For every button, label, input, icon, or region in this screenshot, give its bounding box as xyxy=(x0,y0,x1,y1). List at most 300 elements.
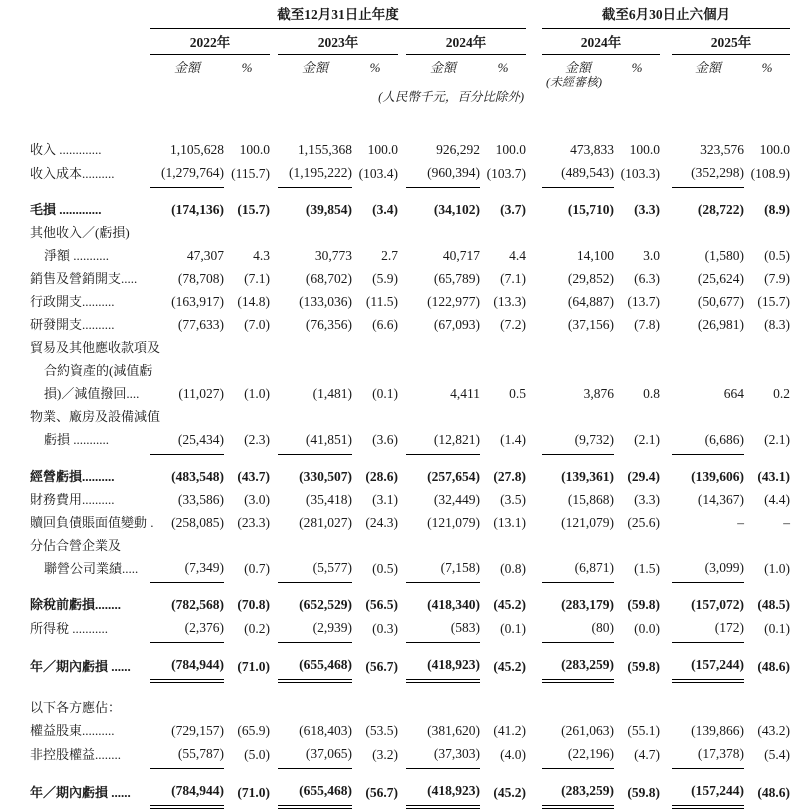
amount-cell: (5,577) xyxy=(278,534,352,583)
column-header-row xyxy=(30,55,790,76)
column-gap xyxy=(660,769,672,808)
percent-cell: (29.4) xyxy=(627,468,660,484)
row-label: 除稅前虧損........ xyxy=(30,597,122,612)
percent-column-header: % xyxy=(631,60,643,75)
percent-cell: (59.8) xyxy=(627,785,660,800)
amount-cell: (55,787) xyxy=(150,742,224,769)
percent-cell: (0.3) xyxy=(372,620,398,636)
amount-column-header: 金額 xyxy=(173,60,200,75)
percent-cell: (56.5) xyxy=(365,597,398,612)
percent-cell: (8.3) xyxy=(764,317,791,332)
percent-cell: (7.8) xyxy=(634,317,660,332)
column-gap xyxy=(526,616,542,643)
amount-cell: 664 xyxy=(723,386,744,401)
column-gap xyxy=(660,511,672,534)
amount-cell: (77,633) xyxy=(177,317,224,332)
table-row xyxy=(30,616,790,643)
percent-cell: (59.8) xyxy=(627,597,660,612)
row-label: 毛損 ............. xyxy=(30,202,102,217)
amount-cell: (64,887) xyxy=(567,294,614,309)
table-row xyxy=(30,488,790,511)
column-gap xyxy=(398,583,406,617)
amount-cell: (163,917) xyxy=(171,294,224,309)
percent-cell: (71.0) xyxy=(237,785,270,800)
row-label: 贖回負債賬面值變動 . xyxy=(30,514,154,530)
column-gap xyxy=(270,267,278,290)
header-spacer xyxy=(30,106,790,138)
percent-cell: (103.7) xyxy=(486,165,526,181)
row-label: 其他收入／(虧損) 淨額 ........... xyxy=(30,225,130,263)
percent-cell: (70.8) xyxy=(237,597,270,612)
column-gap xyxy=(660,267,672,290)
column-gap xyxy=(660,616,672,643)
percent-cell: (1.0) xyxy=(764,560,791,576)
unaudited-note-row xyxy=(30,75,790,89)
percent-cell: 100.0 xyxy=(629,142,660,157)
table-row xyxy=(30,405,790,454)
column-gap xyxy=(398,336,406,405)
column-gap xyxy=(270,742,278,769)
percent-cell: (1.0) xyxy=(244,386,270,401)
amount-cell: (12,821) xyxy=(406,405,480,454)
percent-cell: (27.8) xyxy=(493,468,526,484)
column-gap xyxy=(526,188,542,222)
column-gap xyxy=(270,454,278,488)
table-row xyxy=(30,742,790,769)
percent-cell: (2.3) xyxy=(244,432,270,447)
table-row xyxy=(30,290,790,313)
column-gap xyxy=(660,583,672,617)
table-row xyxy=(30,769,790,808)
table-row xyxy=(30,313,790,336)
column-gap xyxy=(660,534,672,583)
amount-cell: (37,303) xyxy=(406,742,480,769)
percent-cell: (43.1) xyxy=(757,468,791,484)
column-gap xyxy=(398,138,406,161)
percent-cell: (1.4) xyxy=(500,432,526,447)
column-gap xyxy=(270,534,278,583)
column-gap xyxy=(270,336,278,405)
percent-cell: (108.9) xyxy=(750,165,791,181)
percent-cell: (115.7) xyxy=(231,165,270,181)
amount-cell: (121,079) xyxy=(561,514,614,530)
amount-cell: (281,027) xyxy=(299,514,352,530)
row-label: 收入成本.......... xyxy=(30,165,115,181)
column-gap xyxy=(660,405,672,454)
table-row xyxy=(30,188,790,222)
column-gap xyxy=(660,488,672,511)
amount-cell: (29,852) xyxy=(567,271,614,286)
percent-cell: 100.0 xyxy=(495,142,526,157)
percent-cell: (0.1) xyxy=(372,386,398,401)
amount-cell: (1,279,764) xyxy=(150,161,224,188)
column-gap xyxy=(398,290,406,313)
percent-cell: (3.5) xyxy=(500,491,526,507)
percent-cell: (0.7) xyxy=(244,560,270,576)
column-gap xyxy=(660,138,672,161)
percent-cell: (3.3) xyxy=(634,202,660,217)
amount-cell: (25,624) xyxy=(697,271,744,286)
amount-cell: (28,722) xyxy=(697,202,744,217)
column-gap xyxy=(526,221,542,267)
percent-cell: (3.0) xyxy=(244,491,270,507)
amount-cell: (784,944) xyxy=(150,643,224,682)
amount-cell: (381,620) xyxy=(427,723,480,738)
percent-cell: (0.2) xyxy=(244,620,270,636)
column-gap xyxy=(398,742,406,769)
column-gap xyxy=(526,643,542,682)
percent-cell: (5.9) xyxy=(372,271,398,286)
column-gap xyxy=(270,405,278,454)
percent-cell: (3.7) xyxy=(500,202,526,217)
column-gap xyxy=(270,488,278,511)
year-header-2025: 2025年 xyxy=(672,29,790,55)
table-row xyxy=(30,583,790,617)
amount-cell: (261,063) xyxy=(561,723,614,738)
amount-cell: (418,340) xyxy=(427,597,480,612)
amount-cell: (139,866) xyxy=(691,723,744,738)
section-header-row xyxy=(30,681,790,719)
amount-cell: (15,868) xyxy=(567,491,614,507)
percent-cell: (25.6) xyxy=(627,514,660,530)
amount-cell: (157,072) xyxy=(691,597,744,612)
amount-cell: (76,356) xyxy=(305,317,352,332)
column-gap xyxy=(398,769,406,808)
percent-column-header: % xyxy=(369,60,381,75)
percent-cell: (7.9) xyxy=(764,271,791,286)
amount-cell: (1,481) xyxy=(312,386,352,401)
table-row xyxy=(30,511,790,534)
amount-cell: (78,708) xyxy=(177,271,224,286)
year-header-2024: 2024年 xyxy=(406,29,526,55)
amount-cell: 926,292 xyxy=(436,142,480,157)
percent-cell: (3.4) xyxy=(372,202,398,217)
percent-cell: (103.3) xyxy=(620,165,660,181)
column-gap xyxy=(526,161,542,188)
amount-cell: (17,378) xyxy=(672,742,744,769)
table-row xyxy=(30,267,790,290)
percent-cell: (3.6) xyxy=(372,432,398,447)
column-gap xyxy=(270,616,278,643)
amount-cell: (67,093) xyxy=(433,317,480,332)
amount-cell: (2,376) xyxy=(150,616,224,643)
percent-cell: (48.6) xyxy=(757,659,791,674)
column-gap xyxy=(660,454,672,488)
percent-cell: (0.0) xyxy=(634,620,660,636)
table-row xyxy=(30,336,790,405)
amount-cell: (418,923) xyxy=(406,769,480,808)
row-label: 所得稅 ........... xyxy=(30,620,109,636)
percent-cell: (45.2) xyxy=(493,597,526,612)
amount-cell: (330,507) xyxy=(299,468,352,484)
percent-cell: (7.1) xyxy=(500,271,526,286)
percent-cell: (7.1) xyxy=(244,271,270,286)
amount-cell: (655,468) xyxy=(278,769,352,808)
amount-cell: (1,195,222) xyxy=(278,161,352,188)
percent-cell: (45.2) xyxy=(493,785,526,800)
percent-cell: (41.2) xyxy=(493,723,526,738)
amount-cell: (283,259) xyxy=(542,769,614,808)
percent-cell: (53.5) xyxy=(365,723,398,738)
amount-cell: (174,136) xyxy=(171,202,224,217)
row-label: 權益股東.......... xyxy=(30,723,115,738)
column-gap xyxy=(526,742,542,769)
currency-unit-note: (人民幣千元，百分比除外) xyxy=(378,90,524,104)
column-gap xyxy=(270,583,278,617)
column-gap xyxy=(270,511,278,534)
amount-cell: (257,654) xyxy=(427,468,480,484)
row-label: 非控股權益........ xyxy=(30,746,122,762)
table-row xyxy=(30,138,790,161)
percent-cell: (15.7) xyxy=(757,294,791,309)
amount-cell: (418,923) xyxy=(406,643,480,682)
percent-cell: (59.8) xyxy=(627,659,660,674)
percent-cell: (0.1) xyxy=(500,620,526,636)
amount-cell: (121,079) xyxy=(427,514,480,530)
amount-cell: (3,099) xyxy=(672,534,744,583)
amount-cell: 47,307 xyxy=(186,248,224,263)
amount-cell: (39,854) xyxy=(305,202,352,217)
amount-cell: (6,686) xyxy=(672,405,744,454)
year-header-2022: 2022年 xyxy=(150,29,270,55)
percent-cell: (3.2) xyxy=(372,746,398,762)
row-label: 財務費用.......... xyxy=(30,491,115,507)
percent-cell: (5.0) xyxy=(244,746,270,762)
percent-cell: 3.0 xyxy=(643,248,660,263)
percent-cell: (13.7) xyxy=(627,294,660,309)
column-gap xyxy=(398,488,406,511)
column-gap xyxy=(660,742,672,769)
amount-cell: (32,449) xyxy=(433,491,480,507)
unit-note-row xyxy=(30,89,790,106)
amount-cell: (68,702) xyxy=(305,271,352,286)
percent-cell: (13.1) xyxy=(493,514,526,530)
amount-cell: (122,977) xyxy=(427,294,480,309)
percent-cell: (2.1) xyxy=(764,432,791,447)
table-row xyxy=(30,643,790,682)
amount-column-header: 金額 xyxy=(301,60,328,75)
year-header-jun-2024: 2024年 xyxy=(542,29,660,55)
table-row xyxy=(30,454,790,488)
amount-cell: (133,036) xyxy=(299,294,352,309)
amount-column-header: 金額 xyxy=(429,60,456,75)
row-label: 收入 ............. xyxy=(30,142,102,157)
column-gap xyxy=(526,336,542,405)
amount-cell: (14,367) xyxy=(697,491,744,507)
column-gap xyxy=(526,583,542,617)
column-gap xyxy=(270,769,278,808)
percent-cell: (43.7) xyxy=(237,468,270,484)
percent-cell: (15.7) xyxy=(237,202,270,217)
percent-cell: (28.6) xyxy=(365,468,398,484)
row-label: 研發開支.......... xyxy=(30,317,115,332)
amount-cell: 4,411 xyxy=(450,386,480,401)
amount-cell: (35,418) xyxy=(305,491,352,507)
amount-cell: (782,568) xyxy=(171,597,224,612)
percent-cell: (11.5) xyxy=(365,294,398,309)
column-gap xyxy=(526,290,542,313)
percent-cell: 4.4 xyxy=(509,248,526,263)
percent-cell: 100.0 xyxy=(759,142,791,157)
row-label: 行政開支.......... xyxy=(30,294,115,309)
percent-cell: (6.6) xyxy=(372,317,398,332)
amount-cell: 40,717 xyxy=(442,248,480,263)
column-gap xyxy=(398,313,406,336)
percent-cell: (43.2) xyxy=(757,723,791,738)
column-gap xyxy=(270,188,278,222)
amount-cell: 1,105,628 xyxy=(170,142,224,157)
amount-cell: (1,580) xyxy=(704,248,744,263)
percent-cell: (3.1) xyxy=(372,491,398,507)
column-gap xyxy=(398,454,406,488)
row-label: 年／期內虧損 ...... xyxy=(30,659,131,674)
column-gap xyxy=(270,290,278,313)
percent-cell: 100.0 xyxy=(239,142,270,157)
percent-cell: 100.0 xyxy=(367,142,398,157)
row-label: 物業、廠房及設備減值 虧損 ........... xyxy=(30,409,161,447)
column-gap xyxy=(270,313,278,336)
amount-cell: (172) xyxy=(672,616,744,643)
percent-cell: 4.3 xyxy=(253,248,270,263)
amount-cell: (33,586) xyxy=(177,491,224,507)
amount-cell: (283,179) xyxy=(561,597,614,612)
column-gap xyxy=(398,616,406,643)
column-gap xyxy=(660,290,672,313)
percent-cell: (48.6) xyxy=(757,785,791,800)
percent-cell: (56.7) xyxy=(365,659,398,674)
amount-cell: (483,548) xyxy=(171,468,224,484)
amount-cell: (26,981) xyxy=(697,317,744,332)
table-body xyxy=(30,138,790,807)
amount-cell: (784,944) xyxy=(150,769,224,808)
column-gap xyxy=(398,188,406,222)
percent-column-header: % xyxy=(497,60,509,75)
column-gap xyxy=(660,188,672,222)
column-gap xyxy=(270,643,278,682)
percent-cell: (0.1) xyxy=(764,620,791,636)
year-header-2023: 2023年 xyxy=(278,29,398,55)
column-gap xyxy=(270,221,278,267)
percent-cell: (6.3) xyxy=(634,271,660,286)
amount-cell: (25,434) xyxy=(150,405,224,454)
amount-cell: (283,259) xyxy=(542,643,614,682)
amount-cell: (618,403) xyxy=(299,723,352,738)
amount-cell: (50,677) xyxy=(697,294,744,309)
amount-column-header: 金額 xyxy=(694,60,721,75)
column-gap xyxy=(660,161,672,188)
percent-cell: 0.2 xyxy=(773,386,791,401)
amount-cell: (9,732) xyxy=(542,405,614,454)
amount-cell: (729,157) xyxy=(171,723,224,738)
row-label: 貿易及其他應收款項及 合約資產的(減值虧 損)／減值撥回.... xyxy=(30,340,161,401)
amount-cell: (139,606) xyxy=(691,468,744,484)
percent-cell: (56.7) xyxy=(365,785,398,800)
amount-cell: (34,102) xyxy=(433,202,480,217)
percent-cell: (55.1) xyxy=(627,723,660,738)
row-label: 分佔合營企業及 聯營公司業績..... xyxy=(30,537,139,576)
percent-cell: (45.2) xyxy=(493,659,526,674)
table-row xyxy=(30,221,790,267)
column-gap xyxy=(398,511,406,534)
column-gap xyxy=(398,405,406,454)
amount-cell: (7,158) xyxy=(406,534,480,583)
amount-cell: (7,349) xyxy=(150,534,224,583)
amount-cell: (489,543) xyxy=(542,161,614,188)
column-gap xyxy=(660,336,672,405)
percent-cell: (2.1) xyxy=(634,432,660,447)
income-statement-table xyxy=(30,6,790,809)
percent-cell: (71.0) xyxy=(237,659,270,674)
column-gap xyxy=(660,643,672,682)
column-gap xyxy=(398,643,406,682)
percent-cell: (0.5) xyxy=(372,560,398,576)
interim-period-header: 截至6月30日止六個月 xyxy=(542,6,790,29)
column-gap xyxy=(398,534,406,583)
percent-cell: (3.3) xyxy=(634,491,660,507)
column-gap xyxy=(270,138,278,161)
amount-cell: 473,833 xyxy=(570,142,614,157)
percent-cell: (0.8) xyxy=(500,560,526,576)
annual-period-header: 截至12月31日止年度 xyxy=(150,6,526,29)
column-gap xyxy=(526,138,542,161)
column-gap xyxy=(660,313,672,336)
row-label: 經營虧損.......... xyxy=(30,468,115,484)
percent-cell: (8.9) xyxy=(764,202,791,217)
amount-cell: (41,851) xyxy=(278,405,352,454)
column-gap xyxy=(398,161,406,188)
column-gap xyxy=(526,769,542,808)
amount-cell: (157,244) xyxy=(672,769,744,808)
amount-cell: 3,876 xyxy=(583,386,614,401)
column-gap xyxy=(526,405,542,454)
percent-cell: (7.0) xyxy=(244,317,270,332)
column-gap xyxy=(526,534,542,583)
column-gap xyxy=(270,719,278,742)
percent-cell: (7.2) xyxy=(500,317,526,332)
percent-cell: (5.4) xyxy=(764,746,791,762)
row-label: 銷售及營銷開支..... xyxy=(30,271,138,286)
percent-cell: (0.5) xyxy=(764,248,791,263)
percent-column-header: % xyxy=(241,60,253,75)
year-header-row xyxy=(30,29,790,55)
percent-cell: (48.5) xyxy=(757,597,791,612)
amount-cell: 323,576 xyxy=(700,142,744,157)
column-gap xyxy=(526,511,542,534)
table-row xyxy=(30,161,790,188)
column-gap xyxy=(660,719,672,742)
unaudited-note: (未經審核) xyxy=(546,75,602,89)
percent-column-header: % xyxy=(761,60,773,75)
amount-cell: (65,789) xyxy=(433,271,480,286)
period-header-row xyxy=(30,6,790,29)
percent-cell: (4.0) xyxy=(500,746,526,762)
percent-cell: (4.7) xyxy=(634,746,660,762)
amount-cell: 30,773 xyxy=(314,248,352,263)
column-gap xyxy=(398,267,406,290)
percent-cell: (1.5) xyxy=(634,560,660,576)
percent-cell: (13.3) xyxy=(493,294,526,309)
column-gap xyxy=(526,313,542,336)
column-gap xyxy=(398,719,406,742)
column-gap xyxy=(270,161,278,188)
amount-cell: (6,871) xyxy=(542,534,614,583)
percent-cell: (4.4) xyxy=(764,491,791,507)
amount-cell: (22,196) xyxy=(542,742,614,769)
column-gap xyxy=(526,454,542,488)
amount-cell: (583) xyxy=(406,616,480,643)
amount-cell: 14,100 xyxy=(576,248,614,263)
percent-cell: – xyxy=(783,514,791,530)
